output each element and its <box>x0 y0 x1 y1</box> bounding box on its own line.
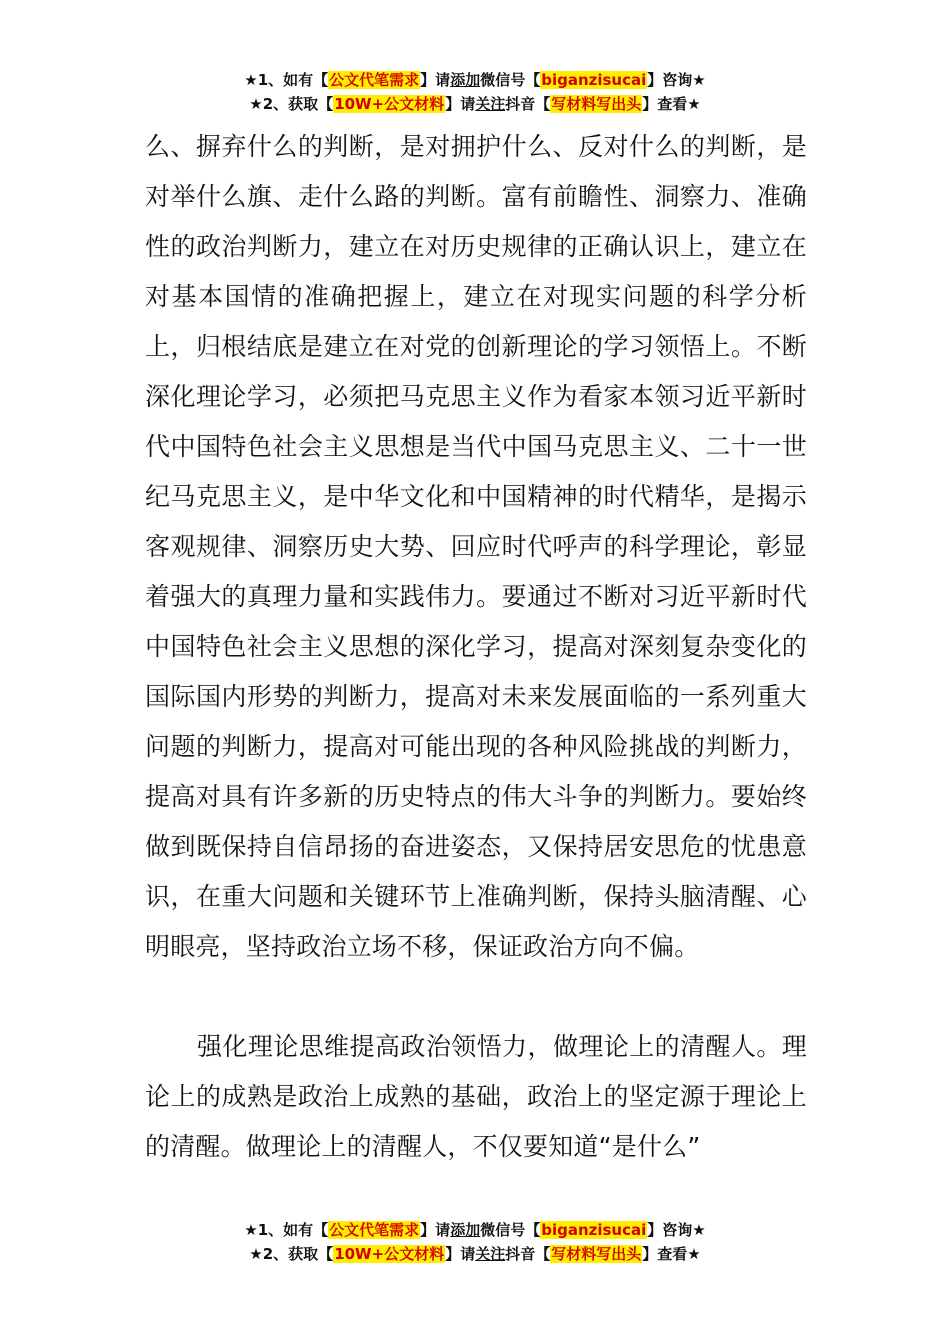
banner-line-2: ★2、获取【10W+公文材料】请关注抖音【写材料写出头】查看★ <box>249 95 701 113</box>
document-body <box>145 122 807 1172</box>
banner-line-1: ★1、如有【公文代笔需求】请添加微信号【biganzisucai】咨询★ <box>244 1221 706 1239</box>
paragraph-gap <box>145 972 807 1022</box>
banner-line-1: ★1、如有【公文代笔需求】请添加微信号【biganzisucai】咨询★ <box>244 71 706 89</box>
highlight-materials: 10W+公文材料 <box>334 95 445 113</box>
highlight-service: 公文代笔需求 <box>329 71 420 89</box>
banner-line-2: ★2、获取【10W+公文材料】请关注抖音【写材料写出头】查看★ <box>249 1245 701 1263</box>
highlight-wechat-id: biganzisucai <box>541 71 647 89</box>
header-banner <box>0 68 950 116</box>
highlight-service: 公文代笔需求 <box>329 1221 420 1239</box>
highlight-materials: 10W+公文材料 <box>334 1245 445 1263</box>
highlight-douyin-account: 写材料写出头 <box>551 95 642 113</box>
highlight-douyin-account: 写材料写出头 <box>551 1245 642 1263</box>
highlight-wechat-id: biganzisucai <box>541 1221 647 1239</box>
footer-banner <box>0 1218 950 1266</box>
body-paragraph: 强化理论思维提高政治领悟力，做理论上的清醒人。理论上的成熟是政治上成熟的基础，政治上的坚定源于理论上的清醒。做理论上的清醒人，不仅要知道“是什么” <box>145 1032 807 1161</box>
body-paragraph: 么、摒弃什么的判断，是对拥护什么、反对什么的判断，是对举什么旗、走什么路的判断。富有前瞻性、洞察力、准确性的政治判断力，建立在对历史规律的正确认识上，建立在对基本国情的准确把握上，建立在对现实问题的科学分析上，归根结底是建立在对党的创新理论的学习领悟上。不断深化理论学习，必须把马克思主义作为看家本领习近平新时代中国特色社会主义思想是当代中国马克思主义、二十一世纪马克思主义，是中华文化和中国精神的时代精华，是揭示客观规律、洞察历史大势、回应时代呼声的科学理论，彰显着强大的真理力量和实践伟力。要通过不断对习近平新时代中国特色社会主义思想的深化学习，提高对深刻复杂变化的国际国内形势的判断力，提高对未来发展面临的一系列重大问题的判断力，提高对可能出现的各种风险挑战的判断力，提高对具有许多新的历史特点的伟大斗争的判断力。要始终做到既保持自信昂扬的奋进姿态，又保持居安思危的忧患意识，在重大问题和关键环节上准确判断，保持头脑清醒、心明眼亮，坚持政治立场不移，保证政治方向不偏。 <box>145 132 807 961</box>
